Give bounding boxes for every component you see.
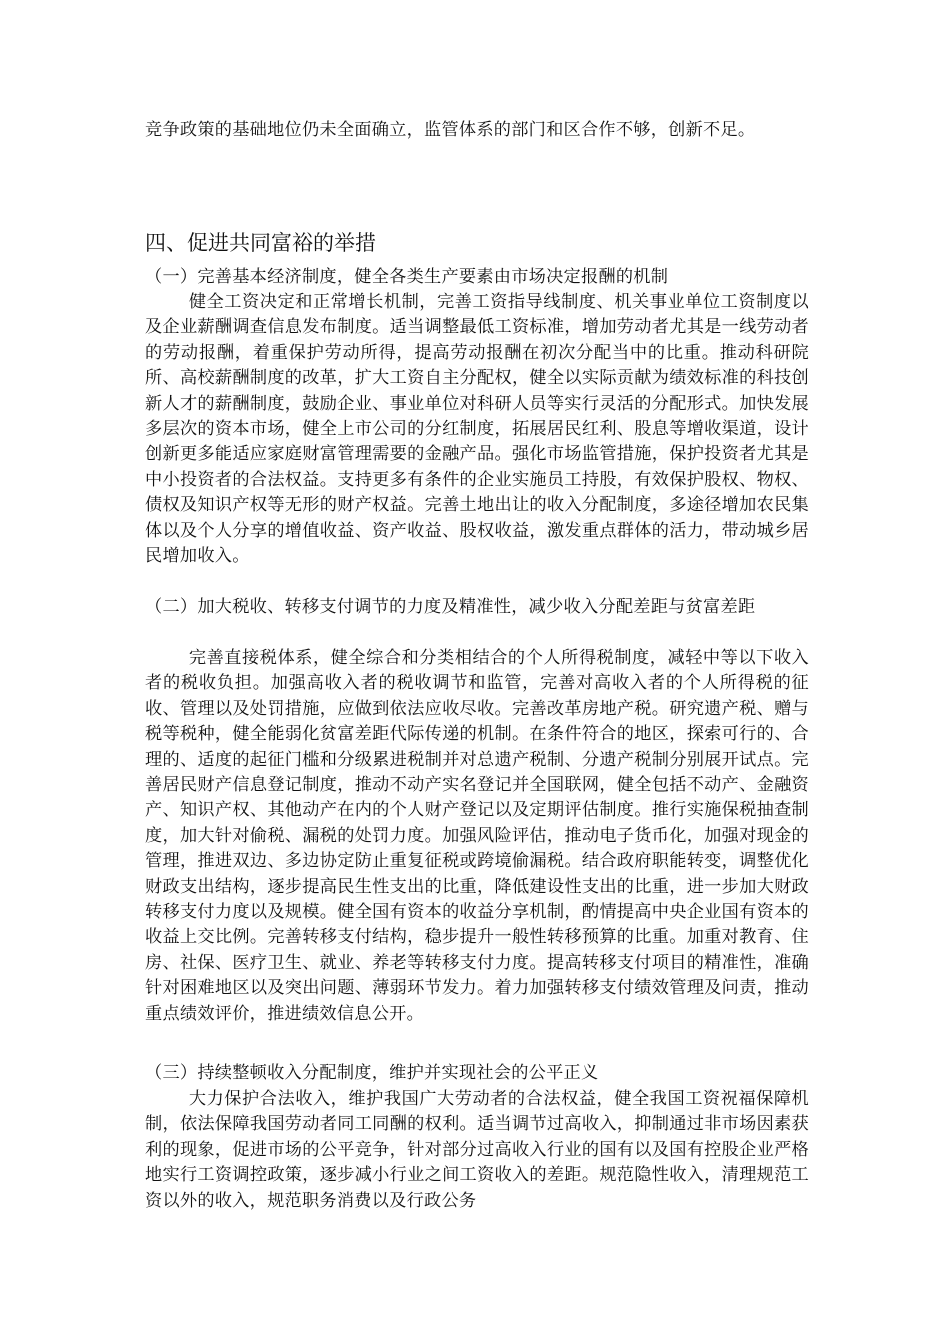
continuation-paragraph: 竞争政策的基础地位仍未全面确立，监管体系的部门和区合作不够，创新不足。 xyxy=(145,120,756,140)
section-heading: 四、促进共同富裕的举措 xyxy=(145,231,376,255)
subsection-heading-2: （二）加大税收、转移支付调节的力度及精准性，减少收入分配差距与贫富差距 xyxy=(145,597,756,617)
subsection-body-1: 健全工资决定和正常增长机制，完善工资指导线制度、机关事业单位工资制度以及企业薪酬调查信息发布制度。适当调整最低工资标准，增加劳动者尤其是一线劳动者的劳动报酬，着重保护劳动所得，提高劳动报酬在初次分配当中的比重。推动科研院所、高校薪酬制度的改革，扩大工资自主分配权，健全以实际贡献为绩效标准的科技创新人才的薪酬制度，鼓励企业、事业单位对科研人员等实行灵活的分配形式。加快发展多层次的资本市场，健全上市公司的分红制度，拓展居民红利、股息等增收渠道，设计创新更多能适应家庭财富管理需要的金融产品。强化市场监管措施，保护投资者尤其是中小投资者的合法权益。支持更多有条件的企业实施员工持股，有效保护股权、物权、债权及知识产权等无形的财产权益。完善土地出让的收入分配制度，多途径增加农民集体以及个人分享的增值收益、资产收益、股权收益，激发重点群体的活力，带动城乡居民增加收入。 xyxy=(145,292,809,567)
subsection-heading-3: （三）持续整顿收入分配制度，维护并实现社会的公平正义 xyxy=(145,1063,599,1083)
subsection-heading-1: （一）完善基本经济制度，健全各类生产要素由市场决定报酬的机制 xyxy=(145,267,669,287)
subsection-body-3: 大力保护合法收入，维护我国广大劳动者的合法权益，健全我国工资祝福保障机制，依法保障我国劳动者同工同酬的权利。适当调节过高收入，抑制通过非市场因素获利的现象，促进市场的公平竞争，针对部分过高收入行业的国有以及国有控股企业严格地实行工资调控政策，逐步减小行业之间工资收入的差距。规范隐性收入，清理规范工资以外的收入，规范职务消费以及行政公务 xyxy=(145,1089,809,1211)
subsection-body-2: 完善直接税体系，健全综合和分类相结合的个人所得税制度，减轻中等以下收入者的税收负担。加强高收入者的税收调节和监管，完善对高收入者的个人所得税的征收、管理以及处罚措施，应做到依法应收尽收。完善改革房地产税。研究遗产税、赠与税等税种，健全能弱化贫富差距代际传递的机制。在条件符合的地区，探索可行的、合理的、适度的起征门槛和分级累进税制并对总遗产税制、分遗产税制分别展开试点。完善居民财产信息登记制度，推动不动产实名登记并全国联网，健全包括不动产、金融资产、知识产权、其他动产在内的个人财产登记以及定期评估制度。推行实施保税抽查制度，加大针对偷税、漏税的处罚力度。加强风险评估，推动电子货币化，加强对现金的管理，推进双边、多边协定防止重复征税或跨境偷漏税。结合政府职能转变，调整优化财政支出结构，逐步提高民生性支出的比重，降低建设性支出的比重，进一步加大财政转移支付力度以及规模。健全国有资本的收益分享机制，酌情提高中央企业国有资本的收益上交比例。完善转移支付结构，稳步提升一般性转移预算的比重。加重对教育、住房、社保、医疗卫生、就业、养老等转移支付力度。提高转移支付项目的精准性，准确针对困难地区以及突出问题、薄弱环节发力。着力加强转移支付绩效管理及问责，推动重点绩效评价，推进绩效信息公开。 xyxy=(145,648,809,1024)
